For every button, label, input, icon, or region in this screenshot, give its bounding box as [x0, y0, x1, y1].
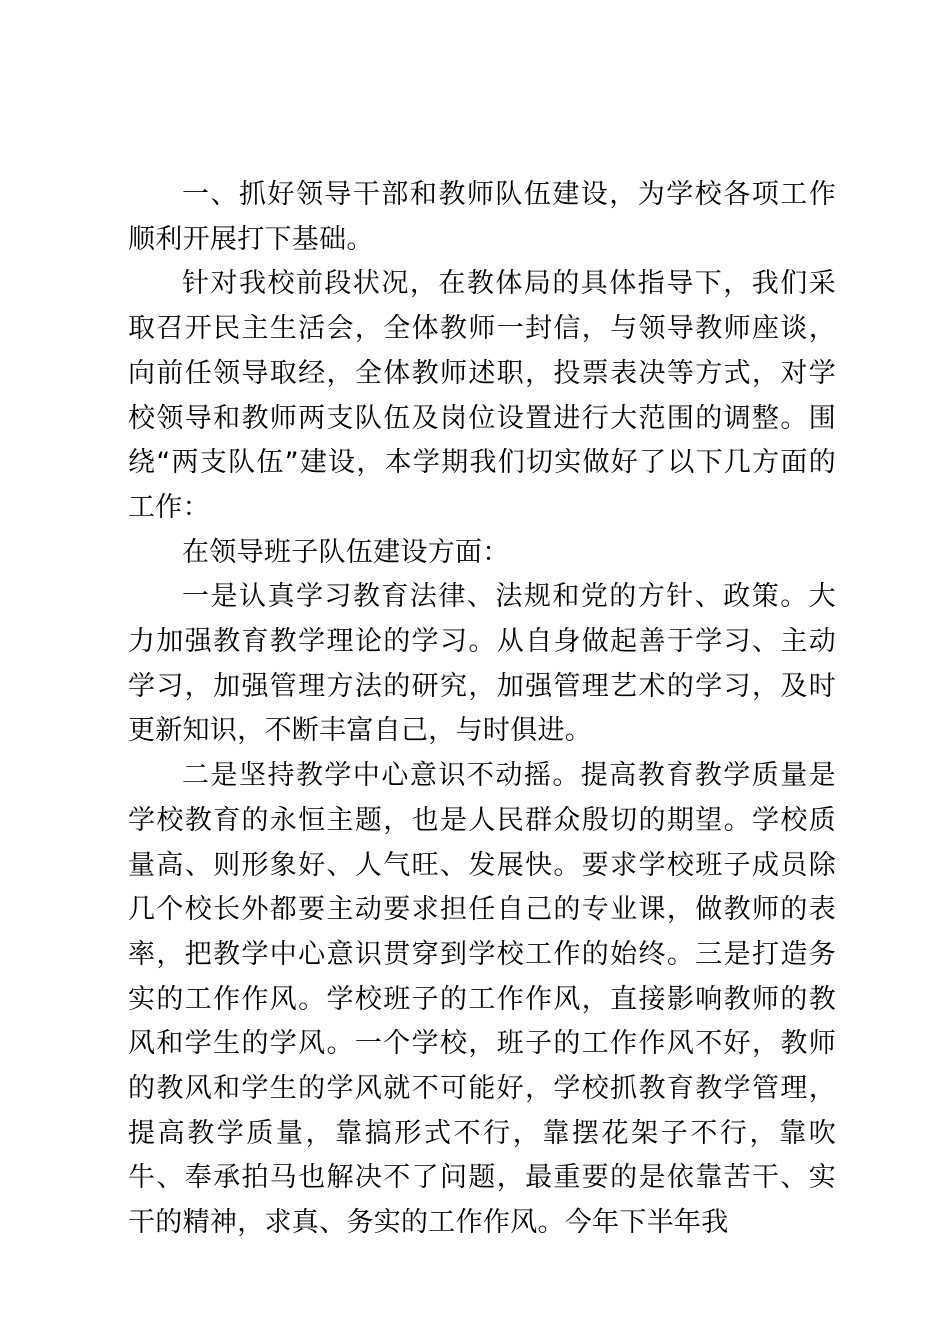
- paragraph-background: 针对我校前段状况，在教体局的具体指导下，我们采取召开民主生活会，全体教师一封信，与领导教师座谈，向前任领导取经，全体教师述职，投票表决等方式，对学校领导和教师两支队伍及岗位设置进行大范围的调整。围绕“两支队伍”建设，本学期我们切实做好了以下几方面的工作：: [128, 268, 836, 523]
- paragraph-point-one: 一是认真学习教育法律、法规和党的方针、政策。大力加强教育教学理论的学习。从自身做起善于学习、主动学习，加强管理方法的研究，加强管理艺术的学习，及时更新知识，不断丰富自己，与时俱进。: [128, 581, 836, 747]
- section-heading: 一、抓好领导干部和教师队伍建设，为学校各项工作顺利开展打下基础。: [128, 179, 836, 255]
- document-body: [128, 173, 836, 1246]
- paragraph-subheading: 在领导班子队伍建设方面：: [182, 536, 510, 568]
- paragraph-point-two: 二是坚持教学中心意识不动摇。提高教育教学质量是学校教育的永恒主题，也是人民群众殷切的期望。学校质量高、则形象好、人气旺、发展快。要求学校班子成员除几个校长外都要主动要求担任自己的专业课，做教师的表率，把教学中心意识贯穿到学校工作的始终。三是打造务实的工作作风。学校班子的工作作风，直接影响教师的教风和学生的学风。一个学校，班子的工作作风不好，教师的教风和学生的学风就不可能好，学校抓教育教学管理，提高教学质量，靠搞形式不行，靠摆花架子不行，靠吹牛、奉承拍马也解决不了问题，最重要的是依靠苦干、实干的精神，求真、务实的工作作风。今年下半年我: [128, 760, 836, 1239]
